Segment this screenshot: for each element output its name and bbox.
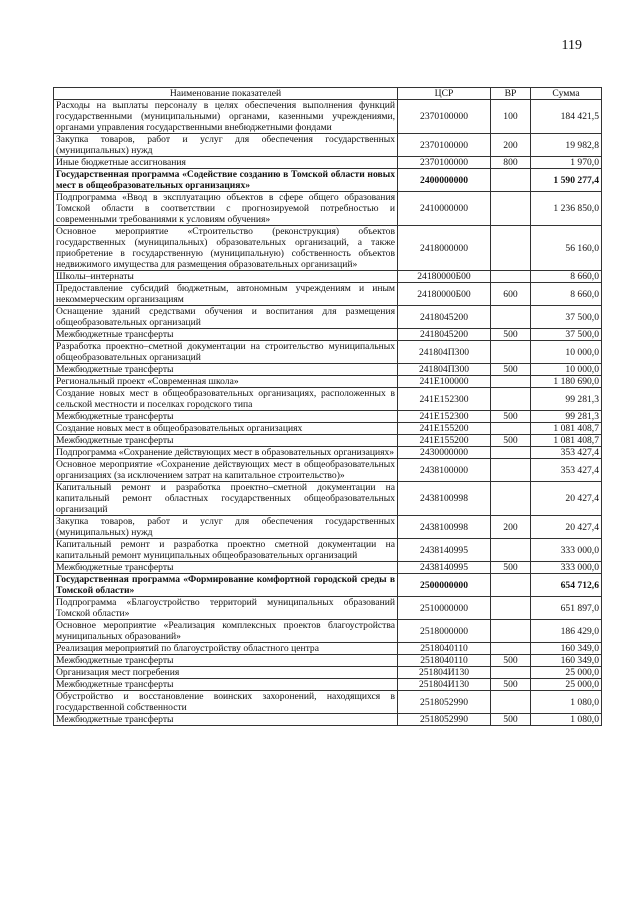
cell-csr: 2438140995: [398, 562, 491, 574]
cell-sum: 1 970,0: [531, 157, 602, 169]
cell-csr: 2518000000: [398, 620, 491, 643]
cell-name: Разработка проектно–сметной документации на строительство муниципальных общеобразовательных организаций: [54, 341, 398, 364]
cell-vr: 200: [491, 516, 531, 539]
table-row: [54, 134, 602, 157]
cell-csr: 2518052990: [398, 714, 491, 726]
table-row: [54, 157, 602, 169]
cell-sum: 10 000,0: [531, 364, 602, 376]
cell-sum: 1 180 690,0: [531, 376, 602, 388]
cell-csr: 2370100000: [398, 157, 491, 169]
cell-sum: 184 421,5: [531, 100, 602, 134]
table-row: [54, 539, 602, 562]
table-row: [54, 482, 602, 516]
cell-name: Межбюджетные трансферты: [54, 411, 398, 423]
cell-csr: 2418000000: [398, 226, 491, 271]
cell-csr: 251804И130: [398, 667, 491, 679]
cell-csr: 2500000000: [398, 574, 491, 597]
cell-sum: 353 427,4: [531, 459, 602, 482]
table-row: [54, 667, 602, 679]
table-row: [54, 679, 602, 691]
cell-sum: 8 660,0: [531, 271, 602, 283]
table-row: [54, 283, 602, 306]
cell-name: Межбюджетные трансферты: [54, 364, 398, 376]
cell-sum: 37 500,0: [531, 329, 602, 341]
cell-csr: 241E155200: [398, 423, 491, 435]
cell-name: Региональный проект «Современная школа»: [54, 376, 398, 388]
header-name: Наименование показателей: [54, 88, 398, 100]
cell-sum: 333 000,0: [531, 539, 602, 562]
cell-csr: 24180000Б00: [398, 271, 491, 283]
table-row: [54, 447, 602, 459]
cell-vr: [491, 423, 531, 435]
cell-sum: 37 500,0: [531, 306, 602, 329]
cell-csr: 2438140995: [398, 539, 491, 562]
cell-vr: [491, 447, 531, 459]
cell-sum: 20 427,4: [531, 516, 602, 539]
cell-vr: 500: [491, 714, 531, 726]
table-row: [54, 376, 602, 388]
cell-vr: 500: [491, 655, 531, 667]
cell-vr: [491, 271, 531, 283]
cell-name: Иные бюджетные ассигнования: [54, 157, 398, 169]
table-row: [54, 388, 602, 411]
cell-name: Расходы на выплаты персоналу в целях обеспечения выполнения функций государственными (муниципальными) органами, казенными учреждениями, органами управления государственными внебюджетными фондами: [54, 100, 398, 134]
cell-sum: 353 427,4: [531, 447, 602, 459]
cell-sum: 56 160,0: [531, 226, 602, 271]
cell-csr: 2518040110: [398, 643, 491, 655]
cell-csr: 241E152300: [398, 411, 491, 423]
cell-csr: 24180000Б00: [398, 283, 491, 306]
cell-csr: 2518052990: [398, 691, 491, 714]
table-row: [54, 271, 602, 283]
table-row: [54, 714, 602, 726]
cell-sum: 186 429,0: [531, 620, 602, 643]
table-row: [54, 562, 602, 574]
table-header-row: [54, 88, 602, 100]
cell-csr: 2370100000: [398, 134, 491, 157]
cell-sum: 651 897,0: [531, 597, 602, 620]
budget-table: [53, 87, 602, 726]
cell-csr: 2370100000: [398, 100, 491, 134]
cell-sum: 1 590 277,4: [531, 169, 602, 192]
table-body: [54, 100, 602, 726]
cell-name: Межбюджетные трансферты: [54, 655, 398, 667]
cell-sum: 1 080,0: [531, 691, 602, 714]
cell-vr: [491, 482, 531, 516]
table-row: [54, 226, 602, 271]
cell-csr: 2510000000: [398, 597, 491, 620]
cell-sum: 654 712,6: [531, 574, 602, 597]
cell-csr: 241804П300: [398, 364, 491, 376]
cell-csr: 2418045200: [398, 306, 491, 329]
cell-name: Создание новых мест в общеобразовательных организациях: [54, 423, 398, 435]
cell-vr: [491, 597, 531, 620]
cell-name: Школы–интернаты: [54, 271, 398, 283]
cell-csr: 241804П300: [398, 341, 491, 364]
cell-vr: [491, 192, 531, 226]
table-row: [54, 597, 602, 620]
table-row: [54, 459, 602, 482]
cell-name: Создание новых мест в общеобразовательных организациях, расположенных в сельской местности и поселках городского типа: [54, 388, 398, 411]
cell-sum: 25 000,0: [531, 667, 602, 679]
cell-vr: [491, 306, 531, 329]
cell-vr: 600: [491, 283, 531, 306]
cell-name: Подпрограмма «Ввод в эксплуатацию объектов в сфере общего образования Томской области в соответствии с прогнозируемой потребностью и современными требованиями к условиям обучения»: [54, 192, 398, 226]
cell-vr: [491, 667, 531, 679]
cell-name: Основное мероприятие «Реализация комплексных проектов благоустройства муниципальных образований»: [54, 620, 398, 643]
table-row: [54, 192, 602, 226]
cell-csr: 2430000000: [398, 447, 491, 459]
table-row: [54, 516, 602, 539]
cell-vr: [491, 376, 531, 388]
cell-csr: 241E155200: [398, 435, 491, 447]
cell-vr: 200: [491, 134, 531, 157]
cell-name: Государственная программа «Содействие созданию в Томской области новых мест в общеобразовательных организациях»: [54, 169, 398, 192]
cell-vr: [491, 574, 531, 597]
cell-name: Межбюджетные трансферты: [54, 679, 398, 691]
cell-vr: 500: [491, 562, 531, 574]
table-row: [54, 435, 602, 447]
table-row: [54, 643, 602, 655]
cell-sum: 160 349,0: [531, 655, 602, 667]
table-row: [54, 691, 602, 714]
table-row: [54, 574, 602, 597]
table-row: [54, 655, 602, 667]
cell-sum: 1 236 850,0: [531, 192, 602, 226]
cell-name: Закупка товаров, работ и услуг для обеспечения государственных (муниципальных) нужд: [54, 516, 398, 539]
cell-name: Капитальный ремонт и разработка проектно–сметной документации на капитальный ремонт областных государственных общеобразовательных организаций: [54, 482, 398, 516]
cell-name: Основное мероприятие «Строительство (реконструкция) объектов государственных (муниципальных) образовательных организаций, а также приобретение в государственную (муниципальную) собственность объектов недвижимого имущества для размещения образовательных организаций»: [54, 226, 398, 271]
cell-csr: 241E100000: [398, 376, 491, 388]
cell-name: Реализация мероприятий по благоустройству областного центра: [54, 643, 398, 655]
cell-csr: 2438100000: [398, 459, 491, 482]
cell-sum: 99 281,3: [531, 411, 602, 423]
cell-vr: 800: [491, 157, 531, 169]
cell-name: Обустройство и восстановление воинских захоронений, находящихся в государственной собственности: [54, 691, 398, 714]
header-csr: ЦСР: [398, 88, 491, 100]
cell-sum: 10 000,0: [531, 341, 602, 364]
cell-csr: 2518040110: [398, 655, 491, 667]
table-row: [54, 620, 602, 643]
cell-vr: [491, 459, 531, 482]
cell-csr: 2418045200: [398, 329, 491, 341]
cell-vr: [491, 341, 531, 364]
cell-sum: 160 349,0: [531, 643, 602, 655]
cell-name: Закупка товаров, работ и услуг для обеспечения государственных (муниципальных) нужд: [54, 134, 398, 157]
cell-name: Межбюджетные трансферты: [54, 562, 398, 574]
cell-vr: [491, 388, 531, 411]
cell-csr: 2438100998: [398, 482, 491, 516]
table-row: [54, 306, 602, 329]
cell-vr: [491, 539, 531, 562]
cell-vr: 500: [491, 364, 531, 376]
cell-vr: 500: [491, 411, 531, 423]
cell-csr: 2400000000: [398, 169, 491, 192]
cell-vr: [491, 691, 531, 714]
cell-sum: 20 427,4: [531, 482, 602, 516]
cell-vr: [491, 620, 531, 643]
cell-name: Государственная программа «Формирование комфортной городской среды в Томской области»: [54, 574, 398, 597]
cell-sum: 25 000,0: [531, 679, 602, 691]
page-number: 119: [561, 38, 582, 53]
cell-csr: 241E152300: [398, 388, 491, 411]
cell-csr: 2410000000: [398, 192, 491, 226]
cell-sum: 1 080,0: [531, 714, 602, 726]
table-row: [54, 169, 602, 192]
cell-name: Межбюджетные трансферты: [54, 714, 398, 726]
table-row: [54, 100, 602, 134]
header-vr: ВР: [491, 88, 531, 100]
table-row: [54, 411, 602, 423]
cell-csr: 251804И130: [398, 679, 491, 691]
table-row: [54, 341, 602, 364]
cell-name: Межбюджетные трансферты: [54, 435, 398, 447]
cell-vr: 500: [491, 329, 531, 341]
cell-sum: 8 660,0: [531, 283, 602, 306]
table-row: [54, 423, 602, 435]
cell-vr: [491, 169, 531, 192]
cell-name: Оснащение зданий средствами обучения и воспитания для размещения общеобразовательных организаций: [54, 306, 398, 329]
cell-name: Основное мероприятие «Сохранение действующих мест в общеобразовательных организациях (за исключением затрат на капитальное строительство)»: [54, 459, 398, 482]
table-row: [54, 329, 602, 341]
cell-name: Подпрограмма «Благоустройство территорий муниципальных образований Томской области»: [54, 597, 398, 620]
cell-sum: 333 000,0: [531, 562, 602, 574]
cell-name: Организация мест погребения: [54, 667, 398, 679]
cell-name: Подпрограмма «Сохранение действующих мест в образовательных организациях»: [54, 447, 398, 459]
header-sum: Сумма: [531, 88, 602, 100]
cell-name: Межбюджетные трансферты: [54, 329, 398, 341]
table-row: [54, 364, 602, 376]
cell-sum: 19 982,8: [531, 134, 602, 157]
cell-csr: 2438100998: [398, 516, 491, 539]
cell-vr: 100: [491, 100, 531, 134]
cell-vr: [491, 226, 531, 271]
cell-name: Капитальный ремонт и разработка проектно сметной документации на капитальный ремонт муниципальных общеобразовательных организаций: [54, 539, 398, 562]
cell-sum: 1 081 408,7: [531, 423, 602, 435]
cell-vr: 500: [491, 435, 531, 447]
cell-sum: 99 281,3: [531, 388, 602, 411]
cell-vr: [491, 643, 531, 655]
cell-sum: 1 081 408,7: [531, 435, 602, 447]
cell-vr: 500: [491, 679, 531, 691]
cell-name: Предоставление субсидий бюджетным, автономным учреждениям и иным некоммерческим организациям: [54, 283, 398, 306]
